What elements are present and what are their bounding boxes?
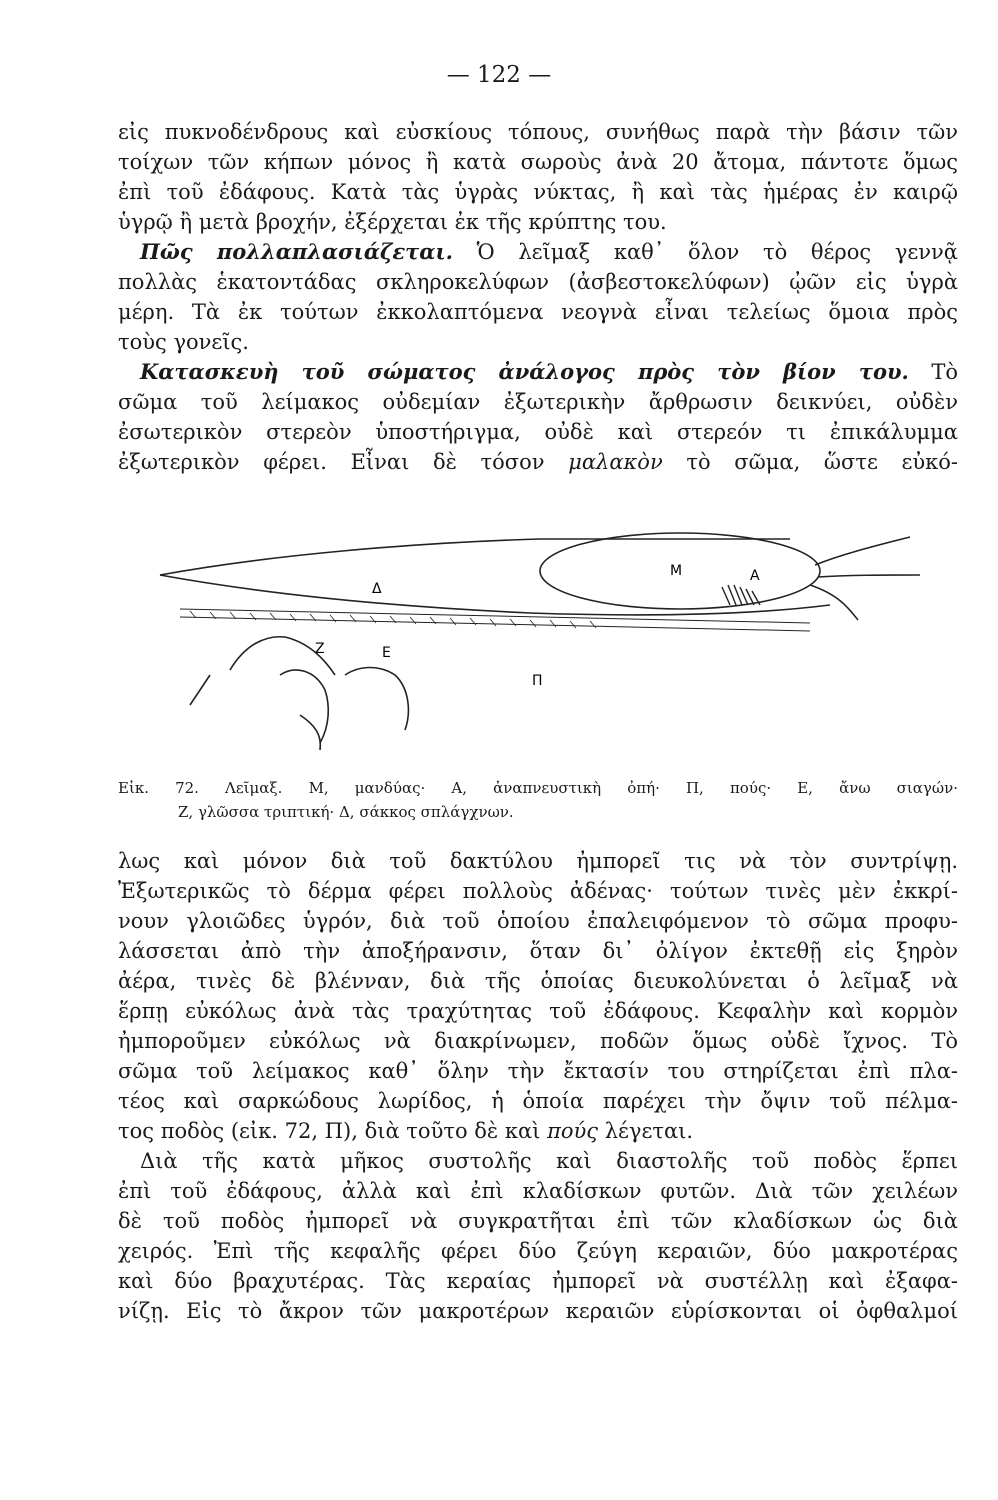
label-pi: Π xyxy=(532,673,543,689)
text-line: ἐσωτερικὸν στερεὸν ὑποστήριγμα, οὐδὲ καὶ στερεόν τι ἐπικάλυμμα xyxy=(118,420,958,444)
text-line: πολλὰς ἑκατοντάδας σκληροκελύφων (ἀσβεστοκελύφων) ᾠῶν εἰς ὑγρὰ xyxy=(118,270,958,294)
text-fragment: Τὸ xyxy=(908,360,958,384)
text-line: ὑγρῷ ἢ μετὰ βροχήν, ἐξέρχεται ἐκ τῆς κρύπτης του. xyxy=(118,210,667,234)
caption-line: Εἰκ. 72. Λεῖμαξ. Μ, μανδύας· Α, ἀναπνευστικὴ ὀπή· Π, πούς· Ε, ἄνω σιαγών· xyxy=(118,779,958,797)
section-heading-reproduction: Πῶς πολλαπλασιάζεται. xyxy=(140,239,453,264)
text-line: καὶ δύο βραχυτέρας. Τὰς κεραίας ἠμπορεῖ νὰ συστέλλῃ καὶ ἐξαφα- xyxy=(118,1269,958,1293)
text-fragment: λέγεται. xyxy=(598,1119,694,1143)
emphasis-soft: μαλακὸν xyxy=(568,450,663,474)
bottom-text xyxy=(118,846,958,1326)
text-line: νουν γλοιῶδες ὑγρόν, διὰ τοῦ ὁποίου ἐπαλειφόμενον τὸ σῶμα προφυ- xyxy=(118,909,958,933)
text-fragment: τος ποδὸς (εἰκ. 72, Π), διὰ τοῦτο δὲ καὶ xyxy=(118,1119,548,1143)
text-line: Ἐξωτερικῶς τὸ δέρμα φέρει πολλοὺς ἀδένας· τούτων τινὲς μὲν ἐκκρί- xyxy=(118,879,958,903)
text-line: μέρη. Τὰ ἐκ τούτων ἐκκολαπτόμενα νεογνὰ εἶναι τελείως ὅμοια πρὸς xyxy=(118,300,958,324)
text-line: λάσσεται ἀπὸ τὴν ἀποξήρανσιν, ὅταν δι᾿ ὀλίγον ἐκτεθῇ εἰς ξηρὸν xyxy=(118,939,958,963)
text-line: νίζῃ. Εἰς τὸ ἄκρον τῶν μακροτέρων κεραιῶν εὑρίσκονται οἱ ὀφθαλμοί xyxy=(118,1299,958,1323)
text-line: ἠμποροῦμεν εὐκόλως νὰ διακρίνωμεν, ποδῶν ὅμως οὐδὲ ἴχνος. Τὸ xyxy=(118,1029,958,1053)
emphasis-foot: πούς xyxy=(547,1119,599,1143)
figure-caption xyxy=(118,776,958,824)
text-line: σῶμα τοῦ λείμακος οὐδεμίαν ἐξωτερικὴν ἄρθρωσιν δεικνύει, οὐδὲν xyxy=(118,390,958,414)
label-a: A xyxy=(750,568,760,584)
text-line xyxy=(118,447,958,477)
text-fragment: τὸ σῶμα, ὥστε εὐκό- xyxy=(662,450,959,474)
text-line: εἰς πυκνοδένδρους καὶ εὐσκίους τόπους, συνήθως παρὰ τὴν βάσιν τῶν xyxy=(118,120,958,144)
section-heading-body-structure: Κατασκευὴ τοῦ σώματος ἀνάλογος πρὸς τὸν βίον του. xyxy=(140,359,909,384)
label-m: M xyxy=(670,563,683,579)
label-e: E xyxy=(382,645,391,661)
slug-illustration xyxy=(150,525,930,765)
text-line: σῶμα τοῦ λείμακος καθ᾿ ὅλην τὴν ἔκτασίν του στηρίζεται ἐπὶ πλα- xyxy=(118,1059,958,1083)
text-fragment: Ὁ λεῖμαξ καθ᾿ ὅλον τὸ θέρος γεννᾷ xyxy=(452,240,958,264)
text-line: Διὰ τῆς κατὰ μῆκος συστολῆς καὶ διαστολῆς τοῦ ποδὸς ἕρπει xyxy=(140,1149,958,1173)
text-line: ἐπὶ τοῦ ἐδάφους. Κατὰ τὰς ὑγρὰς νύκτας, ἢ καὶ τὰς ἡμέρας ἐν καιρῷ xyxy=(118,180,958,204)
top-text xyxy=(118,117,958,477)
body-outline xyxy=(160,539,790,575)
label-delta: Δ xyxy=(372,581,382,597)
text-line xyxy=(118,237,958,267)
text-line: ἕρπῃ εὐκόλως ἀνὰ τὰς τραχύτητας τοῦ ἐδάφους. Κεφαλὴν καὶ κορμὸν xyxy=(118,999,958,1023)
text-line: χειρός. Ἐπὶ τῆς κεφαλῆς φέρει δύο ζεύγη κεραιῶν, δύο μακροτέρας xyxy=(118,1239,958,1263)
text-line: τοὺς γονεῖς. xyxy=(118,330,249,354)
text-fragment: ἐξωτερικὸν φέρει. Εἶναι δὲ τόσον xyxy=(118,450,569,474)
text-line: ἀέρα, τινὲς δὲ βλένναν, διὰ τῆς ὁποίας διευκολύνεται ὁ λεῖμαξ νὰ xyxy=(118,969,958,993)
slug-figure xyxy=(150,525,930,765)
text-line: δὲ τοῦ ποδὸς ἠμπορεῖ νὰ συγκρατῆται ἐπὶ τῶν κλαδίσκων ὡς διὰ xyxy=(118,1209,958,1233)
text-line: λως καὶ μόνον διὰ τοῦ δακτύλου ἠμπορεῖ τις νὰ τὸν συντρίψῃ. xyxy=(118,849,958,873)
caption-line: Ζ, γλῶσσα τριπτική· Δ, σάκκος σπλάγχνων. xyxy=(178,803,514,821)
text-line xyxy=(118,357,958,387)
page-number: — 122 — xyxy=(446,62,552,88)
text-line: ἐπὶ τοῦ ἐδάφους, ἀλλὰ καὶ ἐπὶ κλαδίσκων φυτῶν. Διὰ τῶν χειλέων xyxy=(118,1179,958,1203)
text-line: τέος καὶ σαρκώδους λωρίδος, ἡ ὁποία παρέχει τὴν ὄψιν τοῦ πέλμα- xyxy=(118,1089,958,1113)
label-z: Z xyxy=(315,641,325,657)
text-line xyxy=(118,1116,958,1146)
text-line: τοίχων τῶν κήπων μόνος ἢ κατὰ σωροὺς ἀνὰ 20 ἄτομα, πάντοτε ὅμως xyxy=(118,150,958,174)
